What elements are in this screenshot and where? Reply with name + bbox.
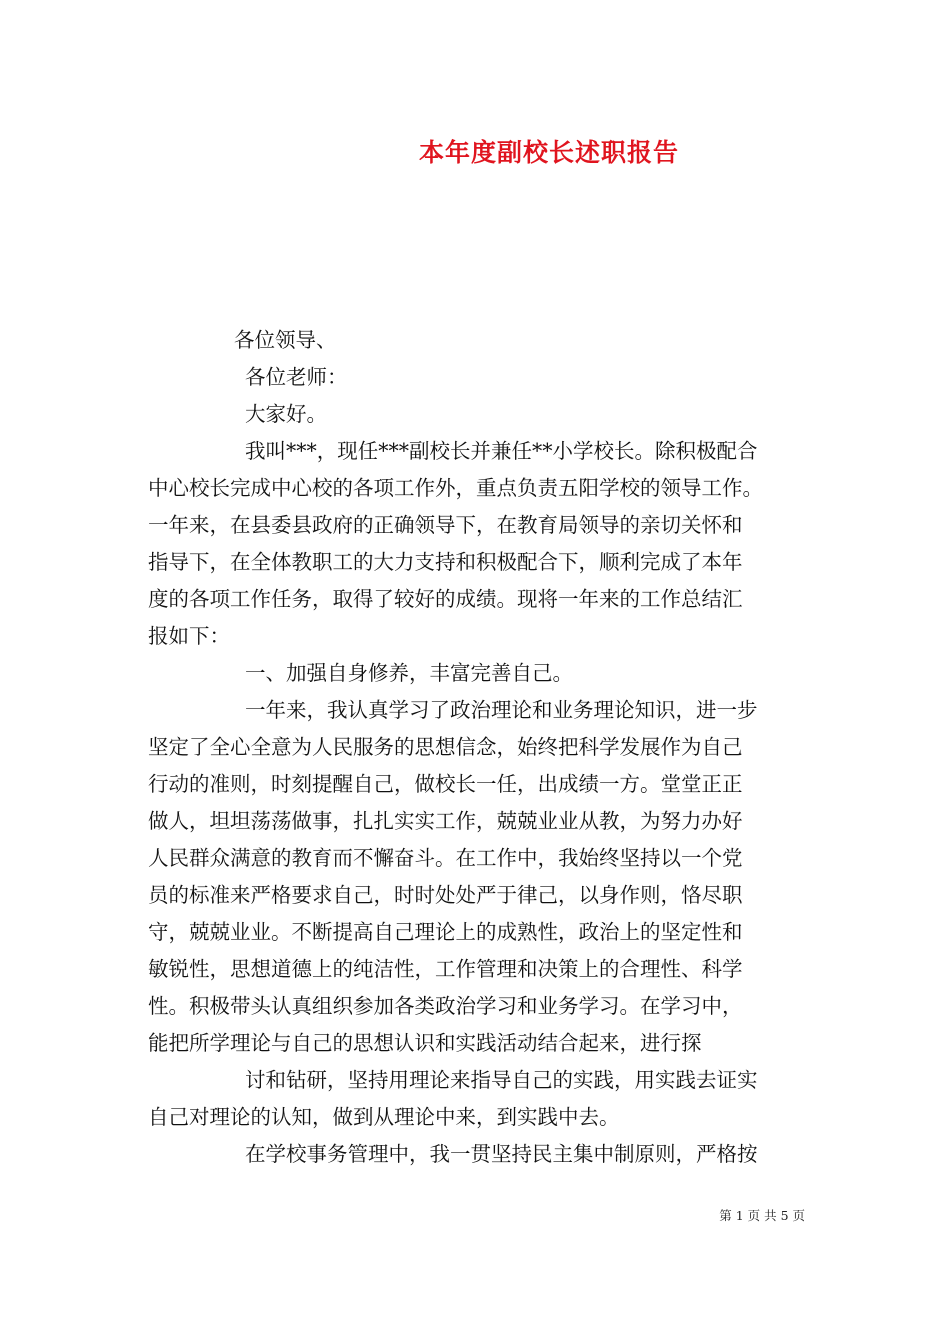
body-line: 敏锐性，思想道德上的纯洁性，工作管理和决策上的合理性、科学 bbox=[148, 957, 743, 981]
body-line: 中心校长完成中心校的各项工作外，重点负责五阳学校的领导工作。 bbox=[148, 476, 763, 500]
body-line: 一年来，在县委县政府的正确领导下，在教育局领导的亲切关怀和 bbox=[148, 513, 743, 537]
body-line: 坚定了全心全意为人民服务的思想信念，始终把科学发展作为自己 bbox=[148, 735, 743, 759]
body-line: 讨和钻研，坚持用理论来指导自己的实践，用实践去证实 bbox=[245, 1068, 758, 1092]
salutation-line: 各位老师： bbox=[245, 365, 348, 389]
body-line: 指导下，在全体教职工的大力支持和积极配合下，顺利完成了本年 bbox=[148, 550, 743, 574]
body-line: 我叫***，现任***副校长并兼任**小学校长。除积极配合 bbox=[245, 439, 758, 463]
body-line: 员的标准来严格要求自己，时时处处严于律己，以身作则，恪尽职 bbox=[148, 883, 743, 907]
document-title-text: 本年度副校长述职报告 bbox=[418, 138, 679, 167]
body-line: 性。积极带头认真组织参加各类政治学习和业务学习。在学习中， bbox=[148, 994, 743, 1018]
body-line: 自己对理论的认知，做到从理论中来，到实践中去。 bbox=[148, 1105, 620, 1129]
page-number-footer: 第 1 页 共 5 页 bbox=[719, 1208, 805, 1223]
body-line: 在学校事务管理中，我一贯坚持民主集中制原则，严格按 bbox=[245, 1142, 758, 1166]
body-line: 度的各项工作任务，取得了较好的成绩。现将一年来的工作总结汇 bbox=[148, 587, 743, 611]
body-line: 人民群众满意的教育而不懈奋斗。在工作中，我始终坚持以一个党 bbox=[148, 846, 743, 870]
body-line: 行动的准则，时刻提醒自己，做校长一任，出成绩一方。堂堂正正 bbox=[148, 772, 743, 796]
document-title bbox=[0, 133, 950, 169]
salutation-line: 各位领导、 bbox=[234, 328, 337, 352]
body-line: 报如下： bbox=[148, 624, 230, 648]
body-line: 做人，坦坦荡荡做事，扎扎实实工作，兢兢业业从教，为努力办好 bbox=[148, 809, 743, 833]
greeting-line: 大家好。 bbox=[245, 402, 327, 426]
body-line: 一年来，我认真学习了政治理论和业务理论知识，进一步 bbox=[245, 698, 758, 722]
body-line: 守，兢兢业业。不断提高自己理论上的成熟性，政治上的坚定性和 bbox=[148, 920, 743, 944]
body-line: 能把所学理论与自己的思想认识和实践活动结合起来，进行探 bbox=[148, 1031, 702, 1055]
section-heading: 一、加强自身修养，丰富完善自己。 bbox=[245, 661, 573, 685]
